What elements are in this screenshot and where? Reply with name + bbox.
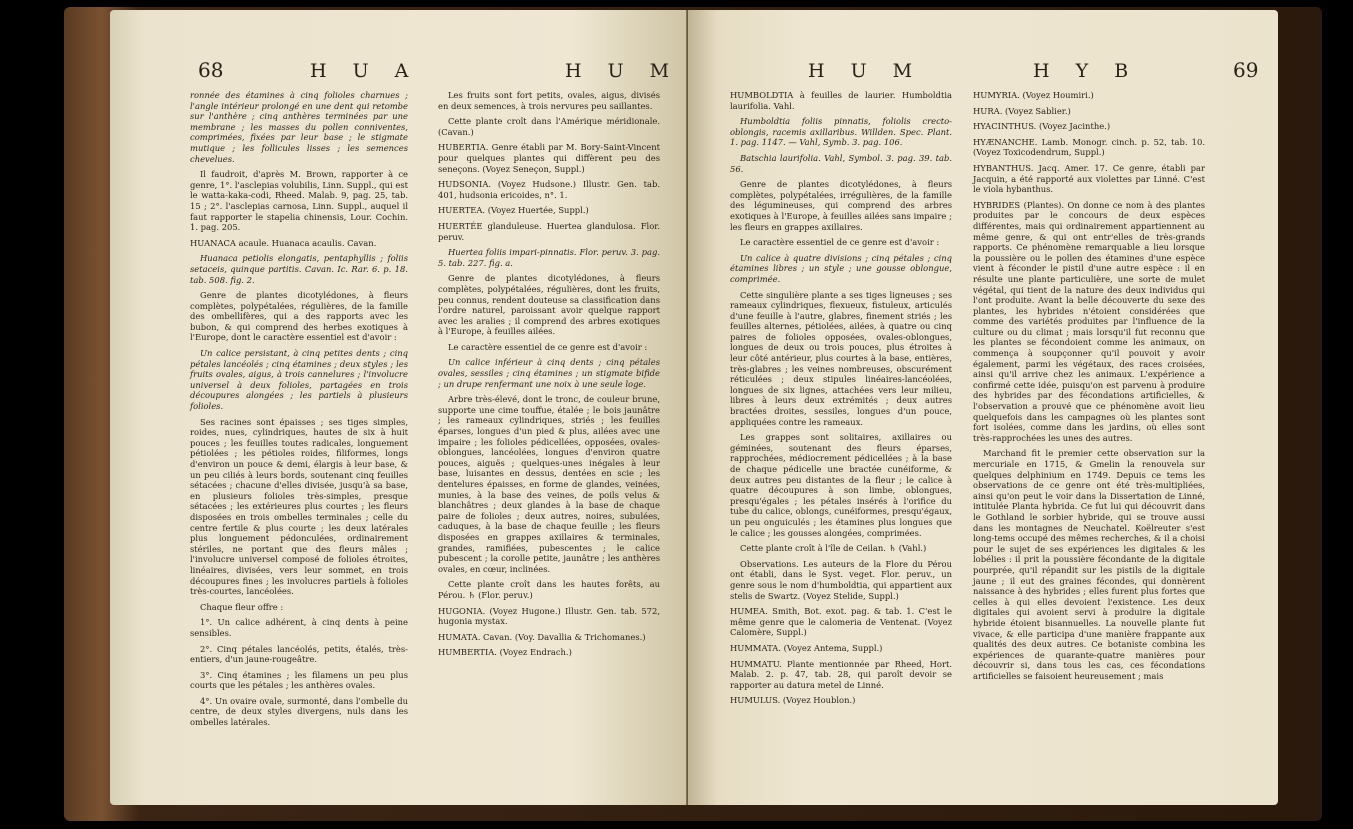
text-block: ronnée des étamines à cinq folioles charnues ; l'angle intérieur prolongé en une dent qui retombe sur l'anthère ; cinq anthères terminées par une membrane ; les masses du pollen conniventes, comprimées, fixées par leur base ; le stigmate mutique ; les follicules lisses ; les semences chevelues. bbox=[190, 90, 408, 164]
right-page bbox=[688, 10, 1278, 805]
text-block: Les grappes sont solitaires, axillaires ou géminées, soutenant des fleurs éparses, rapprochées, médiocrement pédicellées ; à la base de chaque pédicelle une bractée cunéiforme, & deux autres peu distantes de la fleur ; le calice à quatre découpures à son limbe, oblongues, presqu'égales ; les pétales insérés à l'orifice du tube du calice, oblongs, cunéiformes, presqu'égaux, un peu onguiculés ; les étamines plus longues que le calice ; les gousses alongées, comprimées. bbox=[730, 432, 952, 538]
entry-heading: HUMMATU. Plante mentionnée par Rheed, Hort. Malab. 2. p. 47, tab. 28, qui paroît devoir se rapporter au datura metel de Linné. bbox=[730, 658, 952, 690]
entry-heading: HUMBERTIA. (Voyez Endrach.) bbox=[438, 647, 572, 658]
entry-heading: HUMBOLDTIA à feuilles de laurier. Humboldtia laurifolia. Vahl. bbox=[730, 90, 952, 111]
text-block: Le caractère essentiel de ce genre est d'avoir : bbox=[448, 341, 648, 352]
running-head-hua: H U A bbox=[310, 60, 419, 82]
text-block: Huanaca petiolis elongatis, pentaphyllis ; foliis setaceis, quinque partitis. Cavan. Ic. Rar. 6. p. 18. tab. 508. fig. 2. bbox=[190, 253, 408, 285]
left-page-column-2 bbox=[438, 90, 660, 663]
entry-heading: HUMYRIA. (Voyez Houmiri.) bbox=[973, 90, 1094, 100]
text-block: Arbre très-élevé, dont le tronc, de couleur brune, supporte une cime touffue, étalée ; le bois jaunâtre ; les rameaux cylindriques, striés ; les feuilles éparses, longues d'un pied & plus, ailées avec une impaire ; les folioles pédicellées, opposées, ovales-oblongues, lancéolées, longues d'environ quatre pouces, aiguës ; quelques-unes inégales à leur base, luisantes en dessus, dentées en scie ; les dentelures épaisses, en forme de glandes, veinées, munies, à la base des veines, de poils velus & blanchâtres ; deux glandes à la base de chaque paire de folioles ; deux autres, noires, subulées, caduques, à la base de chaque feuille ; les fleurs disposées en grappes axillaires & terminales, grandes, ramifiées, pubescentes ; le calice pubescent ; la corolle petite, jaunâtre ; les anthères ovales, en cœur, inclinées. bbox=[438, 394, 660, 574]
entry-heading: HYBANTHUS. Jacq. Amer. 17. Ce genre, établi par Jacquin, a été rapporté aux violettes par Linné. C'est le viola hybanthus. bbox=[973, 162, 1205, 195]
page-number-right: 69 bbox=[1233, 58, 1259, 82]
text-block: Un calice persistant, à cinq petites dents ; cinq pétales lancéolés ; cinq étamines ; deux styles ; les fruits ovales, aigus, à trois cannelures ; l'involucre universel à deux folioles, partagées en trois découpures alongées ; les partiels à plusieurs folioles. bbox=[190, 348, 408, 412]
entry-heading: HUERTÉE glanduleuse. Huertea glandulosa. Flor. peruv. bbox=[438, 220, 660, 242]
text-block: Cette plante croît dans les hautes forêts, au Pérou. ♄ (Flor. peruv.) bbox=[438, 579, 660, 600]
entry-heading: HURA. (Voyez Sablier.) bbox=[973, 105, 1071, 116]
running-head-hum-left: H U M bbox=[565, 60, 680, 82]
text-block: Observations. Les auteurs de la Flore du Pérou ont établi, dans le Syst. veget. Flor. peruv., un genre sous le nom d'humboldtia, qui appartient aux stelis de Swartz. (Voyez Stelide, Suppl.) bbox=[730, 558, 952, 601]
text-block: Marchand fit le premier cette observation sur la mercuriale en 1715, & Gmelin la renouvela sur quelques delphinium en 1749. Depuis ce tems les observations de ce genre ont été très-multipliées, ainsi qu'on peut le voir dans la Dissertation de Linné, intitulée Planta hybrida. Ce fut lui qui découvrit dans le Gothland le sorbier hybride, qui se trouve aussi dans les montagnes de Neuchatel. Koëlreuter s'est long-tems occupé des mêmes recherches, & il a choisi pour le sujet de ses expériences les digitales & les lobélies : il prit la poussière fécondante de la digitale pourprée, qu'il répandit sur les pistils de la digitale jaune ; il eut des graines fécondes, qui donnèrent naissance à des hybrides ; elles furent plus fortes que celles à qui elles devoient l'existence. Les deux digitales qui avoient servi à produire la digitale hybride étoient bisannuelles. La nouvelle plante fut vivace, & elle participa d'une manière frappante aux qualités des deux autres. Ce botaniste combina les expériences de quarante-quatre manières pour découvrir si, dans tous les cas, ces fécondations artificielles se faisoient heureusement ; mais bbox=[973, 448, 1205, 681]
text-block: Un calice inférieur à cinq dents ; cinq pétales ovales, sessiles ; cinq étamines ; un stigmate bifide ; un drupe renfermant une noix à une seule loge. bbox=[438, 357, 660, 389]
text-block: Cette singulière plante a ses tiges ligneuses ; ses rameaux cylindriques, flexueux, fistuleux, articulés d'une feuille à l'autre, glabres, finement striés ; les feuilles alternes, pétiolées, ailées, à quatre ou cinq paires de folioles opposées, ovales-oblongues, longues de deux ou trois pouces, plus étroites à leur côté antérieur, plus courtes à la base, entières, très-glabres ; les veines nombreuses, obscurément réticulées ; deux stipules linéaires-lancéolées, longues de six lignes, attachées vers leur milieu, libres à leurs deux extrémités ; deux autres bractées droites, sessiles, longues d'un pouce, appliquées contre les rameaux. bbox=[730, 289, 952, 427]
left-page-column-1 bbox=[190, 90, 408, 733]
text-block: Chaque fleur offre : bbox=[200, 601, 284, 612]
entry-heading: HYBRIDES (Plantes). On donne ce nom à des plantes produites par le concours de deux espèces différentes, mais qui ordinairement appartiennent au même genre, & qui ont entr'elles de très-grands rapports. Ce phénomène remarquable a lieu lorsque la poussière ou le pollen des étamines d'une espèce vient à féconder le pistil d'une autre espèce : il en résulte une plante particulière, une sorte de mulet végétal, qui tient de la nature des deux individus qui l'ont produite. Avant la belle découverte du sexe des plantes, les hybrides n'étoient considérées que comme des variétés produites par l'influence de la culture ou du climat ; mais lorsqu'il fut reconnu que les plantes se fécondoient comme les animaux, on commença à soupçonner qu'il pouvoit y avoir également, parmi les végétaux, des races croisées, ainsi qu'il arrive chez les animaux. L'expérience a confirmé cette idée, puisqu'on est parvenu à produire des hybrides par des fécondations artificielles, & l'observation a prouvé que ce phénomène avoit lieu quelquefois dans les campagnes où les plantes sont fort isolées, comme dans les jardins, où elles sont très-rapprochées les unes des autres. bbox=[973, 199, 1205, 443]
entry-heading: HUMEA. Smith, Bot. exot. pag. & tab. 1. C'est le même genre que le calomeria de Ventenat. (Voyez Calomère, Suppl.) bbox=[730, 606, 952, 638]
text-block: 3°. Cinq étamines ; les filamens un peu plus courts que les pétales ; les anthères ovales. bbox=[190, 669, 408, 691]
text-block: 2°. Cinq pétales lancéolés, petits, étalés, très-entiers, d'un jaune-rougeâtre. bbox=[190, 643, 408, 665]
text-block: Un calice à quatre divisions ; cinq pétales ; cinq étamines libres ; un style ; une gousse oblongue, comprimée. bbox=[730, 252, 952, 284]
text-block: Humboldtia foliis pinnatis, foliolis crecto-oblongis, racemis axillaribus. Willden. Spec. Plant. 1. pag. 1147. — Vahl, Symb. 3. pag. 106. bbox=[730, 116, 952, 148]
text-block: Genre de plantes dicotylédones, à fleurs complètes, polypétalées, irrégulières, de la famille des légumineuses, qui comprend des arbres exotiques à l'Europe, à feuilles ailées sans impaire ; les fleurs en grappes axillaires. bbox=[730, 179, 952, 232]
running-head-hum-right: H U M bbox=[808, 60, 923, 82]
text-block: Batschia laurifolia. Vahl, Symbol. 3. pag. 39. tab. 56. bbox=[730, 152, 952, 174]
text-block: 4°. Un ovaire ovale, surmonté, dans l'ombelle du centre, de deux styles divergens, nuls dans les ombelles latérales. bbox=[190, 695, 408, 728]
left-page bbox=[110, 10, 688, 805]
running-head-hyb: H Y B bbox=[1033, 60, 1139, 82]
text-block: Cette plante croît à l'île de Ceilan. ♄ (Vahl.) bbox=[740, 543, 927, 554]
entry-heading: HUBERTIA. Genre établi par M. Bory-Saint-Vincent pour quelques plantes qui diffèrent peu des seneçons. (Voyez Seneçon, Suppl.) bbox=[438, 142, 660, 174]
entry-heading: HUMULUS. (Voyez Houblon.) bbox=[730, 695, 856, 706]
text-block: Il faudroit, d'après M. Brown, rapporter à ce genre, 1°. l'asclepias volubilis, Linn. Suppl., qui est le watta-kaka-codi, Rheed. Malab. 9, pag. 25, tab. 15 ; 2°. l'asclepias carnosa, Linn. Suppl., auquel il faut rapporter le stapelia chinensis, Lour. Cochin. 1. pag. 205. bbox=[190, 169, 408, 233]
text-block: Ses racines sont épaisses ; ses tiges simples, roides, nues, cylindriques, hautes de six à huit pouces ; les feuilles toutes radicales, longuement pétiolées ; les pétioles roides, filiformes, longs d'environ un pouce & demi, élargis à leur base, & un peu ciliés à leurs bords, soutenant cinq feuilles sétacées ; chacune d'elles divisée, jusqu'à sa base, en plusieurs folioles très-simples, presque sétacées ; les extérieures plus courtes ; les fleurs disposées en trois ombelles terminales ; celle du centre fertile & plus courte ; les deux latérales plus longuement pédonculées, ordinairement stériles, ne portant que des fleurs mâles ; l'involucre universel composé de folioles étroites, linéaires, divisées, vers leur sommet, en trois découpures fines ; les involucres partiels à folioles très-courtes, lancéolées. bbox=[190, 416, 408, 597]
text-block: Cette plante croît dans l'Amérique méridionale. (Cavan.) bbox=[438, 116, 660, 137]
right-page-column-2 bbox=[973, 90, 1205, 686]
text-block: Le caractère essentiel de ce genre est d'avoir : bbox=[740, 237, 940, 248]
text-block: Les fruits sont fort petits, ovales, aigus, divisés en deux semences, à trois nervures peu saillantes. bbox=[438, 90, 660, 111]
entry-heading: HUGONIA. (Voyez Hugone.) Illustr. Gen. tab. 572, hugonia mystax. bbox=[438, 605, 660, 627]
text-block: Huertea foliis impari-pinnatis. Flor. peruv. 3. pag. 5. tab. 227. fig. a. bbox=[438, 247, 660, 268]
page-number-left: 68 bbox=[198, 58, 224, 82]
text-block: Genre de plantes dicotylédones, à fleurs complètes, polypétalées, régulières, dont les fruits, peu connus, rendent douteuse sa classification dans l'ordre naturel, paroissant avoir quelque rapport avec les aralies ; il comprend des arbres exotiques à l'Europe, à feuilles ailées. bbox=[438, 273, 660, 337]
entry-heading: HYACINTHUS. (Voyez Jacinthe.) bbox=[973, 121, 1111, 132]
entry-heading: HYÆNANCHE. Lamb. Monogr. cinch. p. 52, tab. 10. (Voyez Toxicodendrum, Suppl.) bbox=[973, 136, 1205, 158]
entry-heading: HUERTEA. (Voyez Huertée, Suppl.) bbox=[438, 205, 589, 216]
entry-heading: HUANACA acaule. Huanaca acaulis. Cavan. bbox=[190, 237, 377, 248]
entry-heading: HUDSONIA. (Voyez Hudsone.) Illustr. Gen. tab. 401, hudsonia ericoides, n°. 1. bbox=[438, 179, 660, 200]
text-block: 1°. Un calice adhérent, à cinq dents à peine sensibles. bbox=[190, 617, 408, 638]
entry-heading: HUMATA. Cavan. (Voy. Davallia & Trichomanes.) bbox=[438, 631, 646, 642]
entry-heading: HUMMATA. (Voyez Antema, Suppl.) bbox=[730, 642, 883, 653]
right-page-column-1 bbox=[730, 90, 952, 711]
text-block: Genre de plantes dicotylédones, à fleurs complètes, polypétalées, régulières, de la famille des ombellifères, qui a des rapports avec les bubon, & qui comprend des herbes exotiques à l'Europe, dont le caractère essentiel est d'avoir : bbox=[190, 290, 408, 343]
